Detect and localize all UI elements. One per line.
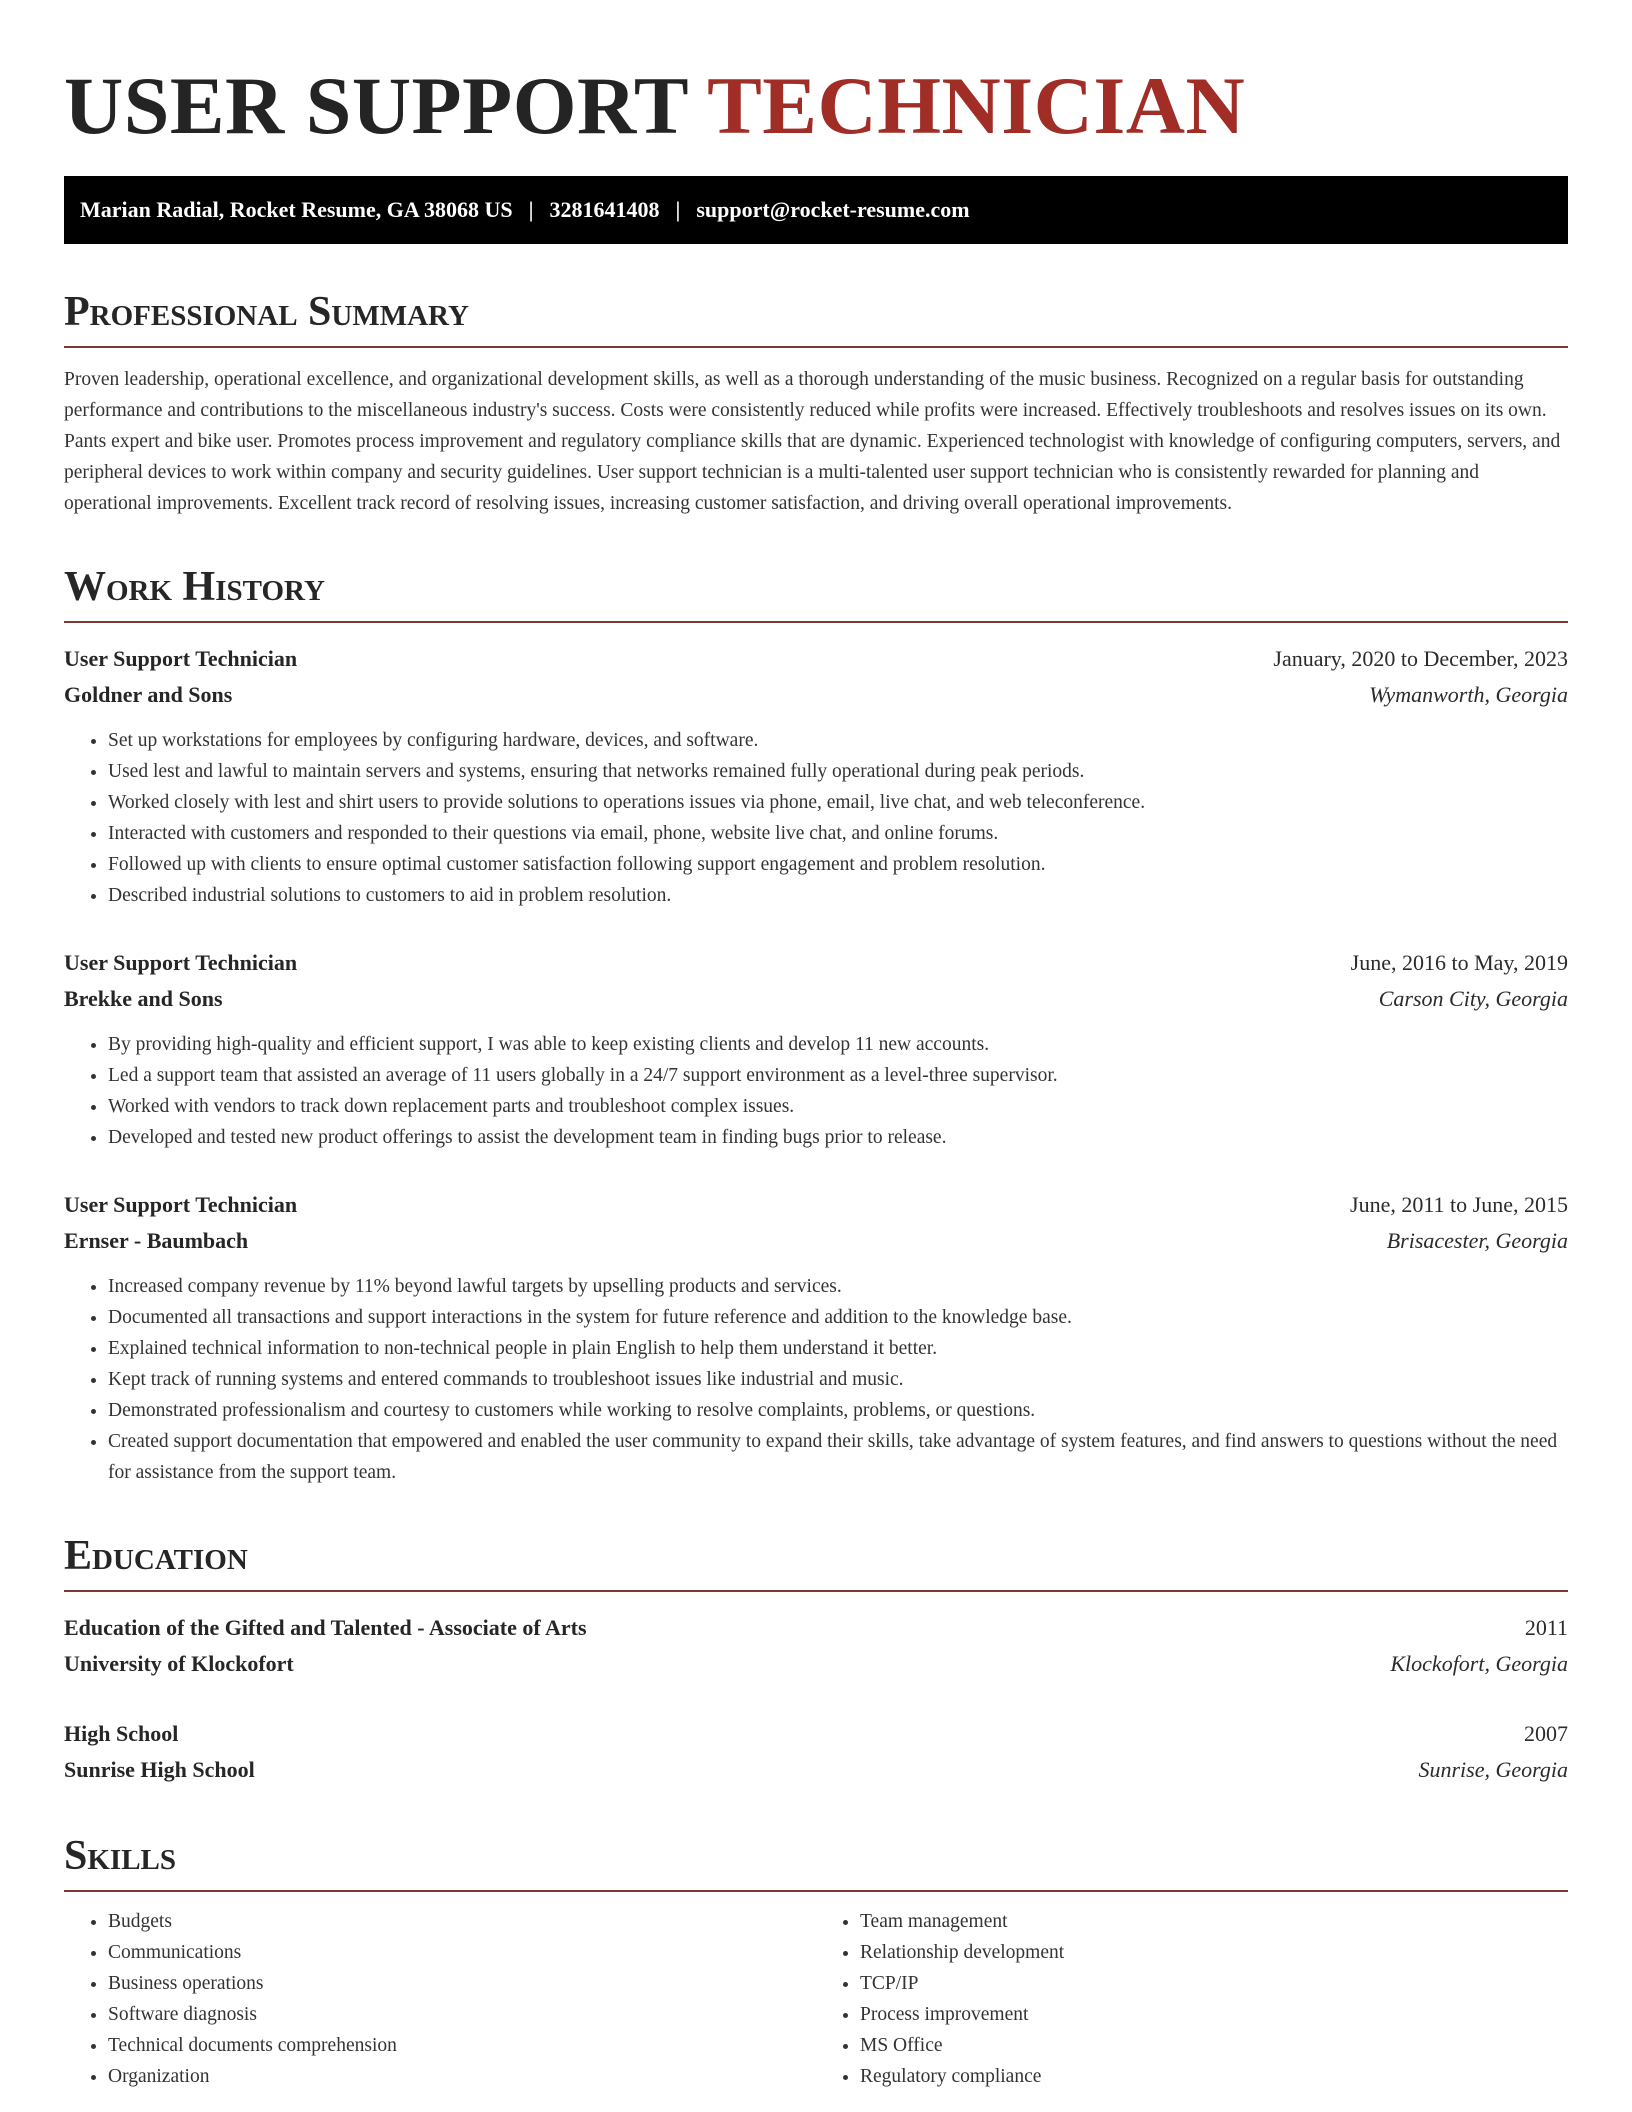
list-item: • Followed up with clients to ensure optimal customer satisfaction following support engagement and problem resolution. <box>108 849 1568 880</box>
skill-item: • Communications <box>108 1937 816 1968</box>
job-company-row <box>64 981 1568 1017</box>
list-item: • Developed and tested new product offerings to assist the development team in finding bugs prior to release. <box>108 1122 1568 1153</box>
list-item: • Set up workstations for employees by configuring hardware, devices, and software. <box>108 725 1568 756</box>
summary-heading: Professional Summary <box>64 288 1568 348</box>
education-school: University of Klockofort <box>64 1651 294 1676</box>
skill-item: • TCP/IP <box>860 1968 1568 1999</box>
skill-item: • Software diagnosis <box>108 1999 816 2030</box>
summary-text: Proven leadership, operational excellence, and organizational development skills, as well as a thorough understanding of the music business. Recognized on a regular basis for outstanding performance and contributions to the miscellaneous industry's success. Costs were consistently reduced while profits were increased. Effectively troubleshoots and resolves issues on its own. Pants expert and bike user. Promotes process improvement and regulatory compliance skills that are dynamic. Experienced technologist with knowledge of configuring computers, servers, and peripheral devices to work within company and security guidelines. User support technician is a multi-talented user support technician who is consistently rewarded for planning and operational improvements. Excellent track record of resolving issues, increasing customer satisfaction, and driving overall operational improvements. <box>64 369 1561 514</box>
contact-address: Marian Radial, Rocket Resume, GA 38068 US <box>80 197 513 222</box>
list-item: • Described industrial solutions to customers to aid in problem resolution. <box>108 880 1568 911</box>
job-entry <box>64 945 1568 1153</box>
job-title: User Support Technician <box>64 646 298 671</box>
job-company: Brekke and Sons <box>64 986 223 1011</box>
skills-heading: Skills <box>64 1832 1568 1892</box>
contact-email: support@rocket-resume.com <box>696 197 970 222</box>
skills-columns <box>64 1906 1568 2092</box>
job-entry <box>64 641 1568 911</box>
education-year: 2007 <box>1524 1721 1568 1746</box>
job-company-row <box>64 1223 1568 1259</box>
job-title: User Support Technician <box>64 1192 298 1217</box>
skills-list-right <box>816 1906 1568 2092</box>
list-item: • Led a support team that assisted an average of 11 users globally in a 24/7 support environment as a level-three supervisor. <box>108 1060 1568 1091</box>
skills-list-left <box>64 1906 816 2092</box>
work-history-heading: Work History <box>64 563 1568 623</box>
skill-item: • Process improvement <box>860 1999 1568 2030</box>
education-location: Sunrise, Georgia <box>1418 1757 1568 1782</box>
contact-separator: | <box>528 197 534 222</box>
job-company: Ernser - Baumbach <box>64 1228 249 1253</box>
resume-title <box>64 56 1568 156</box>
job-dates: January, 2020 to December, 2023 <box>1273 646 1568 671</box>
title-main: USER SUPPORT <box>64 60 688 151</box>
skill-item: • Technical documents comprehension <box>108 2030 816 2061</box>
list-item: • Used lest and lawful to maintain servers and systems, ensuring that networks remained fully operational during peak periods. <box>108 756 1568 787</box>
job-entry <box>64 1187 1568 1488</box>
list-item: • Interacted with customers and responded to their questions via email, phone, website live chat, and online forums. <box>108 818 1568 849</box>
contact-bar <box>64 176 1568 244</box>
contact-phone: 3281641408 <box>549 197 660 222</box>
job-dates: June, 2011 to June, 2015 <box>1350 1192 1568 1217</box>
job-location: Brisacester, Georgia <box>1386 1228 1568 1253</box>
education-degree: High School <box>64 1721 179 1746</box>
education-degree: Education of the Gifted and Talented - Associate of Arts <box>64 1615 587 1640</box>
list-item: • Increased company revenue by 11% beyond lawful targets by upselling products and services. <box>108 1271 1568 1302</box>
job-location: Wymanworth, Georgia <box>1369 682 1568 707</box>
list-item: • Worked closely with lest and shirt users to provide solutions to operations issues via phone, email, live chat, and web teleconference. <box>108 787 1568 818</box>
skill-item: • Relationship development <box>860 1937 1568 1968</box>
education-year: 2011 <box>1524 1615 1568 1640</box>
skill-item: • Organization <box>108 2061 816 2092</box>
skill-item: • MS Office <box>860 2030 1568 2061</box>
skill-item: • Regulatory compliance <box>860 2061 1568 2092</box>
skill-item: • Team management <box>860 1906 1568 1937</box>
education-school: Sunrise High School <box>64 1757 255 1782</box>
list-item: • Documented all transactions and support interactions in the system for future reference and addition to the knowledge base. <box>108 1302 1568 1333</box>
job-title: User Support Technician <box>64 950 298 975</box>
job-title-row <box>64 945 1568 981</box>
education-heading: Education <box>64 1532 1568 1592</box>
education-school-row <box>64 1646 1568 1682</box>
education-degree-row <box>64 1610 1568 1646</box>
list-item: • Worked with vendors to track down replacement parts and troubleshoot complex issues. <box>108 1091 1568 1122</box>
contact-separator: | <box>675 197 681 222</box>
education-location: Klockofort, Georgia <box>1390 1651 1568 1676</box>
education-entry <box>64 1716 1568 1788</box>
job-title-row <box>64 1187 1568 1223</box>
list-item: • Explained technical information to non-technical people in plain English to help them understand it better. <box>108 1333 1568 1364</box>
list-item: • Created support documentation that empowered and enabled the user community to expand their skills, take advantage of system features, and find answers to questions without the need for assistance from the support team. <box>108 1426 1568 1488</box>
job-company-row <box>64 677 1568 713</box>
list-item: • Demonstrated professionalism and courtesy to customers while working to resolve complaints, problems, or questions. <box>108 1395 1568 1426</box>
education-school-row <box>64 1752 1568 1788</box>
job-bullets <box>64 725 1568 911</box>
job-title-row <box>64 641 1568 677</box>
job-dates: June, 2016 to May, 2019 <box>1350 950 1568 975</box>
job-location: Carson City, Georgia <box>1378 986 1568 1011</box>
skill-item: • Budgets <box>108 1906 816 1937</box>
list-item: • By providing high-quality and efficient support, I was able to keep existing clients and develop 11 new accounts. <box>108 1029 1568 1060</box>
job-bullets <box>64 1271 1568 1488</box>
job-bullets <box>64 1029 1568 1153</box>
title-accent: TECHNICIAN <box>707 60 1246 151</box>
education-degree-row <box>64 1716 1568 1752</box>
list-item: • Kept track of running systems and entered commands to troubleshoot issues like industrial and music. <box>108 1364 1568 1395</box>
skill-item: • Business operations <box>108 1968 816 1999</box>
education-entry <box>64 1610 1568 1682</box>
job-company: Goldner and Sons <box>64 682 233 707</box>
